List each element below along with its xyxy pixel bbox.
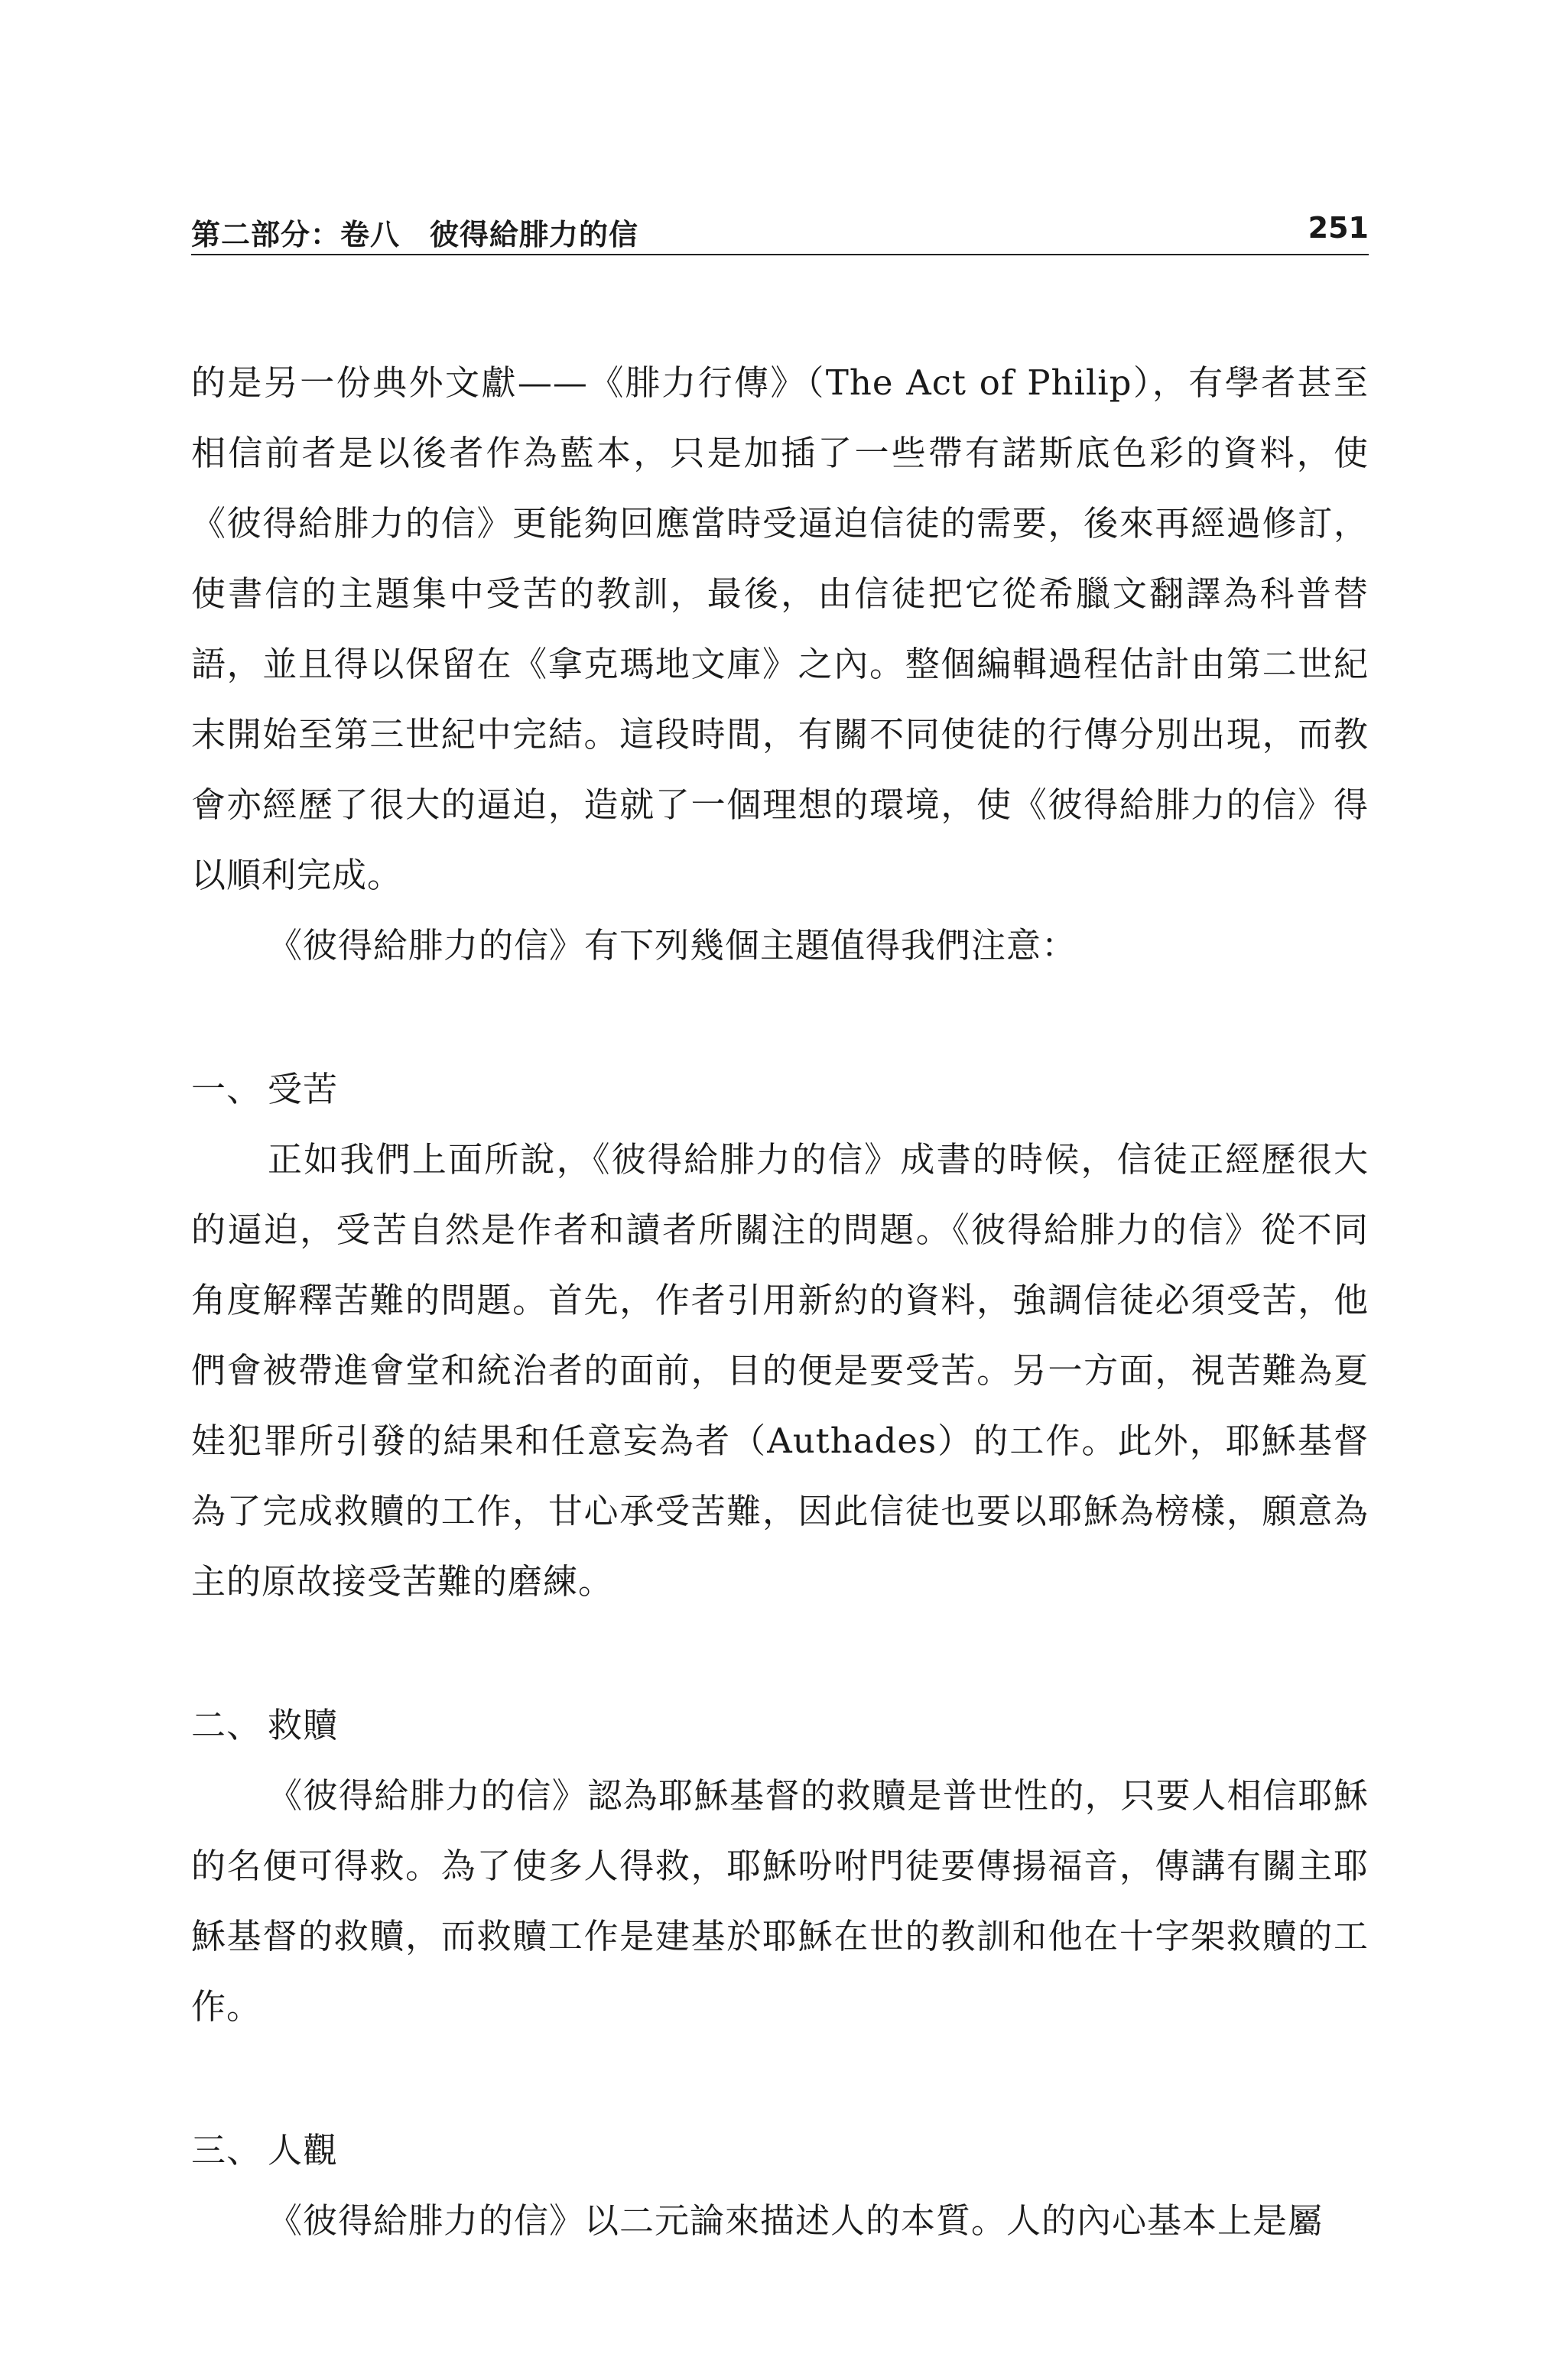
section-number: 一、 [191, 1069, 262, 1109]
section-heading-anthropology [191, 2115, 1369, 2186]
paragraph-continuation: 的是另一份典外文獻——《腓力行傳》（The Act of Philip），有學者甚至相信前者是以後者作為藍本，只是加插了一些帶有諾斯底色彩的資料，使《彼得給腓力的信》更能夠回應當時受逼迫信徒的需要，後來再經過修訂，使書信的主題集中受苦的教訓，最後，由信徒把它從希臘文翻譯為科普替語，並且得以保留在《拿克瑪地文庫》之內。整個編輯過程估計由第二世紀末開始至第三世紀中完結。這段時間，有關不同使徒的行傳分別出現，而教會亦經歷了很大的逼迫，造就了一個理想的環境，使《彼得給腓力的信》得以順利完成。 [191, 362, 1369, 895]
body-text [191, 348, 1369, 2256]
paragraph-redemption: 《彼得給腓力的信》認為耶穌基督的救贖是普世性的，只要人相信耶穌的名便可得救。為了使多人得救，耶穌吩咐門徒要傳揚福音，傳講有關主耶穌基督的救贖，而救贖工作是建基於耶穌在世的教訓和他在十字架救贖的工作。 [191, 1775, 1369, 2027]
running-header [191, 205, 1369, 255]
paragraph-themes-intro: 《彼得給腓力的信》有下列幾個主題值得我們注意： [268, 925, 1077, 966]
paragraph-anthropology: 《彼得給腓力的信》以二元論來描述人的本質。人的內心基本上是屬 [268, 2200, 1324, 2241]
section-title: 救贖 [268, 1705, 339, 1745]
section-title: 人觀 [268, 2130, 339, 2171]
section-title: 受苦 [268, 1069, 339, 1109]
section-heading-suffering [191, 1054, 1369, 1125]
page-number: 251 [1308, 211, 1369, 245]
section-heading-redemption [191, 1690, 1369, 1761]
paragraph-suffering: 正如我們上面所說，《彼得給腓力的信》成書的時候，信徒正經歷很大的逼迫，受苦自然是作者和讀者所關注的問題。《彼得給腓力的信》從不同角度解釋苦難的問題。首先，作者引用新約的資料，強調信徒必須受苦，他們會被帶進會堂和統治者的面前，目的便是要受苦。另一方面，視苦難為夏娃犯罪所引發的結果和任意妄為者（Authades）的工作。此外，耶穌基督為了完成救贖的工作，甘心承受苦難，因此信徒也要以耶穌為榜樣，願意為主的原故接受苦難的磨練。 [191, 1139, 1369, 1602]
section-number: 二、 [191, 1705, 262, 1745]
section-number: 三、 [191, 2130, 262, 2171]
running-title: 第二部分：卷八 彼得給腓力的信 [191, 218, 639, 252]
